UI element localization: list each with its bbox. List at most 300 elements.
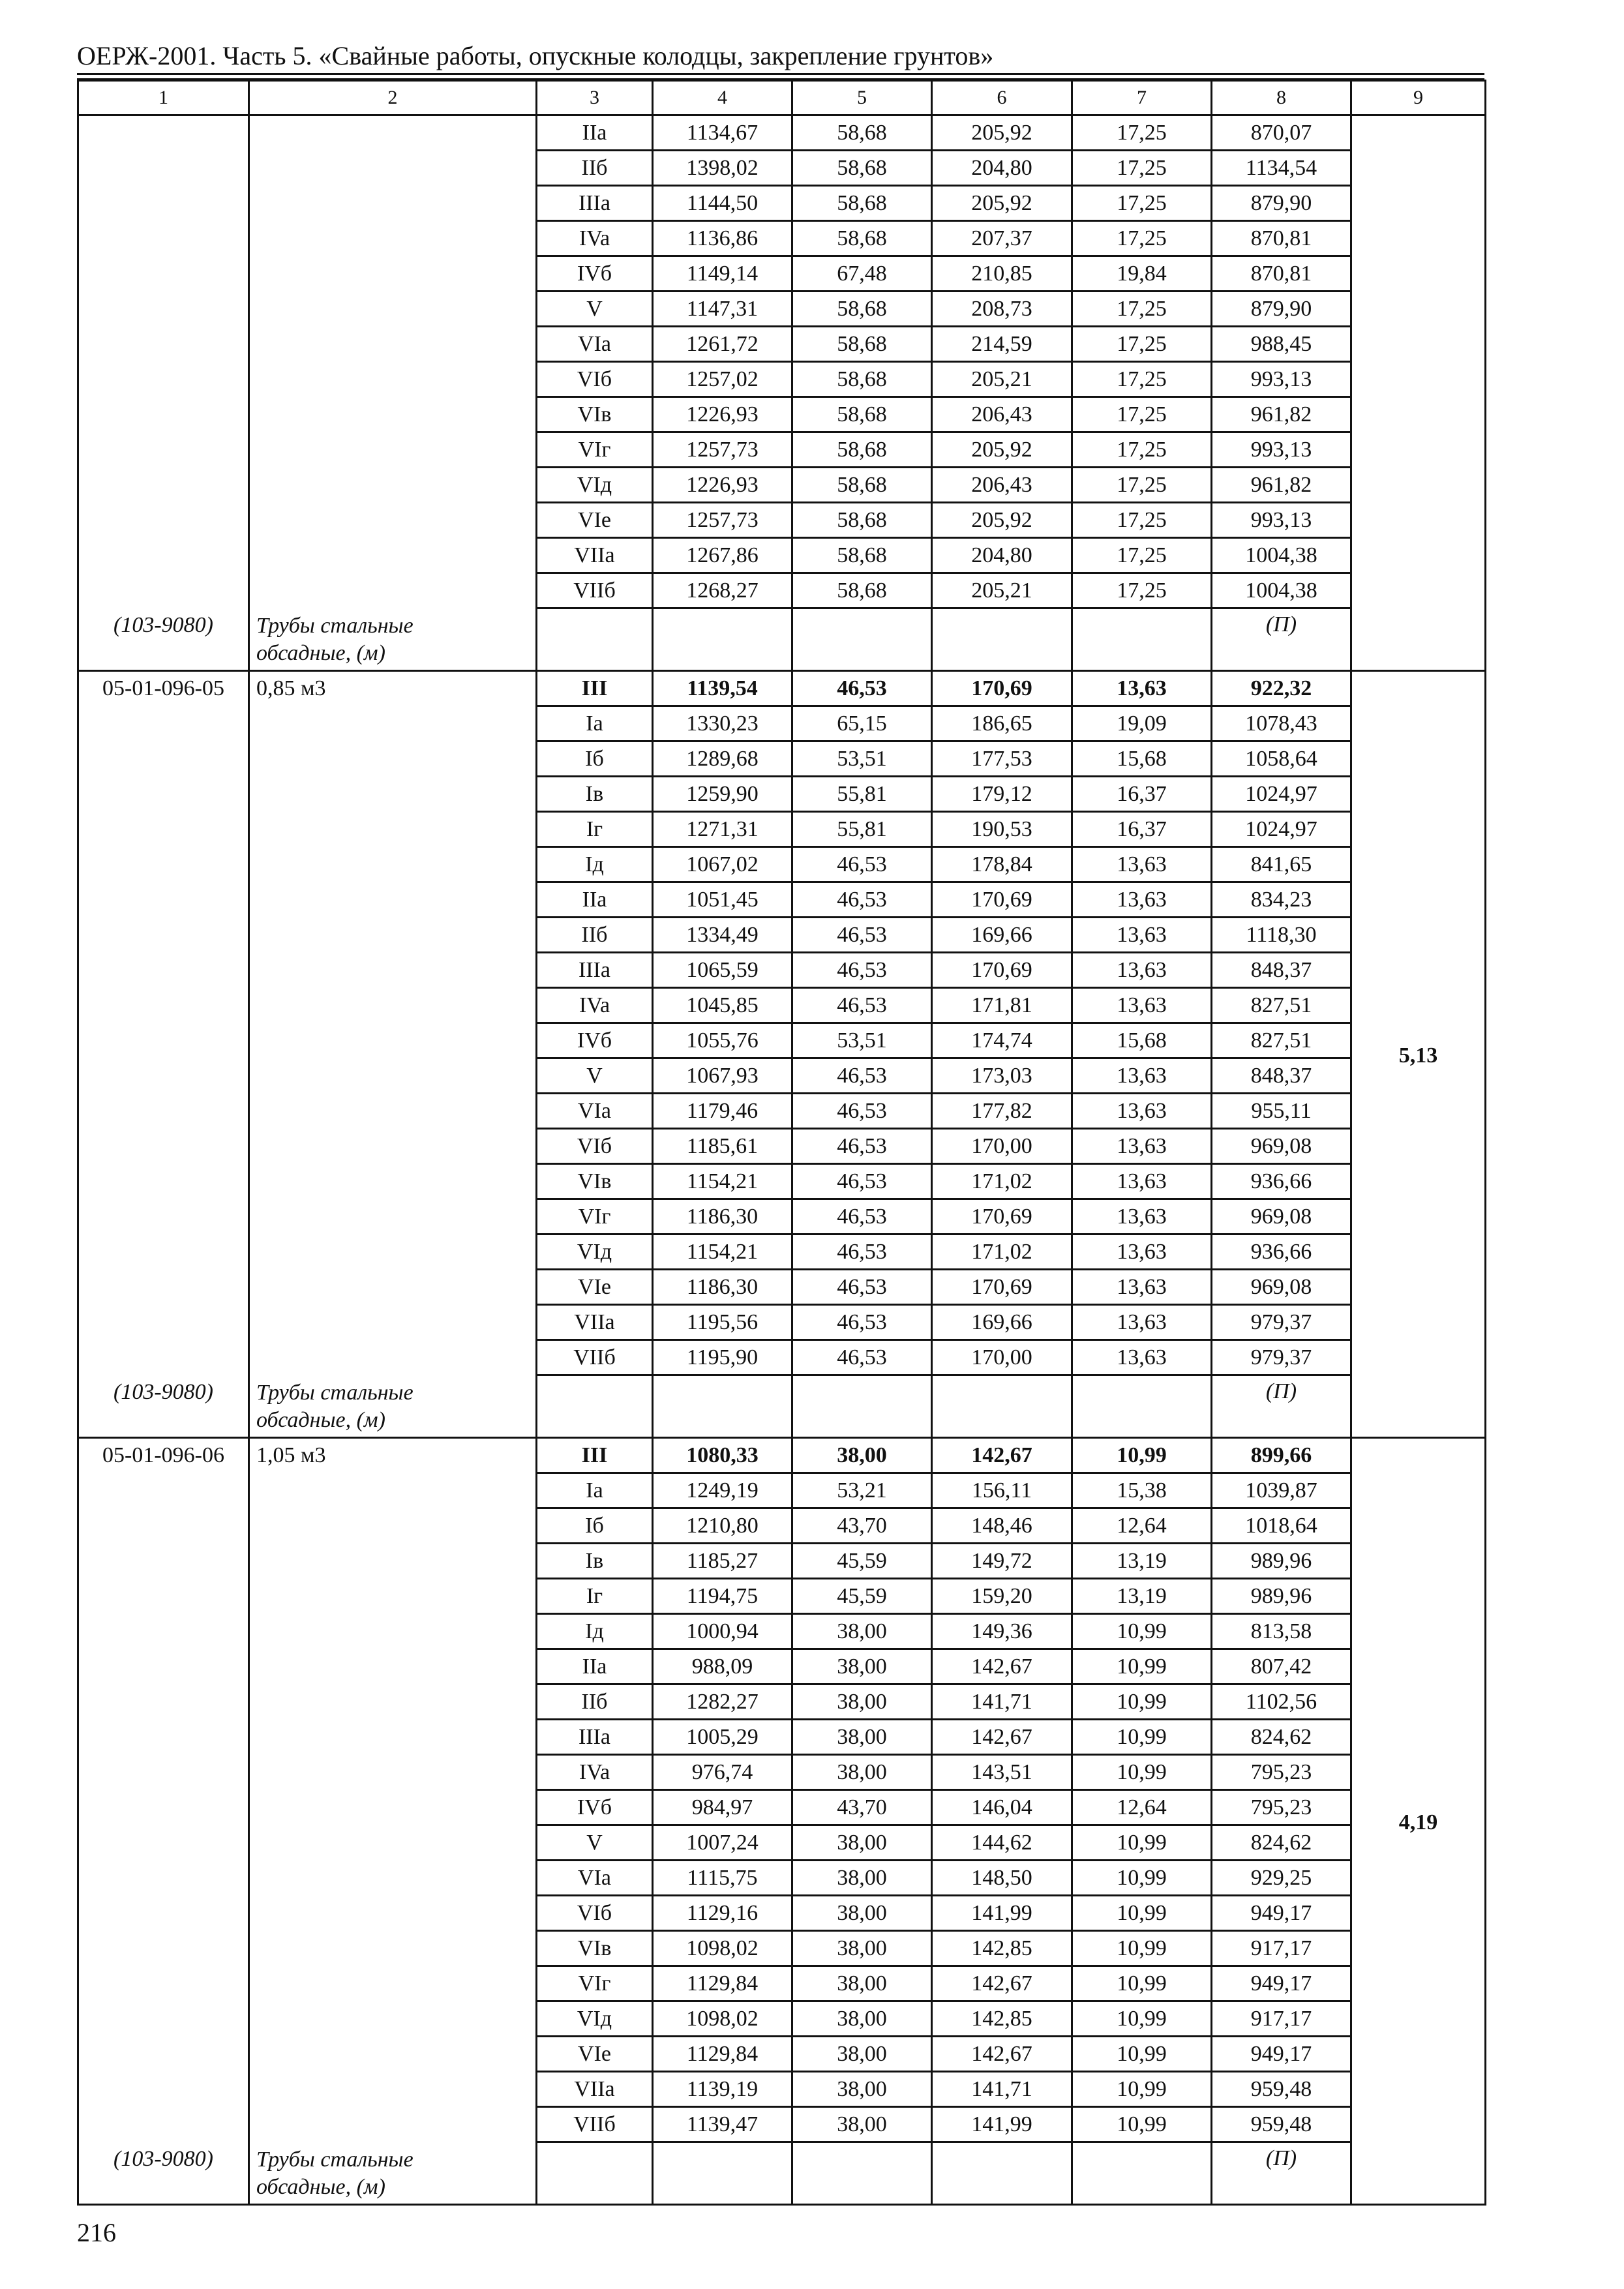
total-cell: 4,19 [1351, 1438, 1486, 2205]
value-cell: 177,82 [932, 1094, 1072, 1129]
value-cell: 171,02 [932, 1234, 1072, 1270]
value-cell: 142,67 [932, 1649, 1072, 1684]
value-cell: 1259,90 [653, 777, 792, 812]
value-cell: 169,66 [932, 918, 1072, 953]
value-cell: 1139,19 [653, 2072, 792, 2107]
value-cell: 827,51 [1212, 988, 1351, 1023]
value-cell: 10,99 [1072, 2072, 1212, 2107]
value-cell: 142,67 [932, 2037, 1072, 2072]
value-cell: 142,67 [932, 1720, 1072, 1755]
value-cell: 1268,27 [653, 573, 792, 608]
value-cell: 205,92 [932, 503, 1072, 538]
rate-code: 05-01-096-05 [102, 676, 224, 700]
value-cell: 13,63 [1072, 1305, 1212, 1340]
value-cell: 142,67 [932, 1438, 1072, 1473]
value-cell: 43,70 [792, 1508, 932, 1544]
value-cell: 10,99 [1072, 1825, 1212, 1861]
value-cell: 959,48 [1212, 2072, 1351, 2107]
value-cell: 1129,84 [653, 1966, 792, 2001]
value-cell: 46,53 [792, 1058, 932, 1094]
value-cell: 1185,27 [653, 1544, 792, 1579]
empty-cell [792, 608, 932, 671]
value-cell: 55,81 [792, 777, 932, 812]
value-cell: 58,68 [792, 186, 932, 221]
value-cell: 10,99 [1072, 1684, 1212, 1720]
value-cell: 979,37 [1212, 1305, 1351, 1340]
value-cell: 949,17 [1212, 1966, 1351, 2001]
value-cell: 10,99 [1072, 1931, 1212, 1966]
value-cell: 17,25 [1072, 221, 1212, 256]
value-cell: 879,90 [1212, 292, 1351, 327]
value-cell: 149,72 [932, 1544, 1072, 1579]
value-cell: IIa [537, 115, 653, 151]
value-cell: 1024,97 [1212, 812, 1351, 847]
value-cell: 210,85 [932, 256, 1072, 292]
value-cell: Ia [537, 1473, 653, 1508]
empty-cell [1072, 2142, 1212, 2205]
value-cell: 1004,38 [1212, 573, 1351, 608]
empty-cell [932, 1375, 1072, 1438]
value-cell: 870,81 [1212, 256, 1351, 292]
value-cell: 1271,31 [653, 812, 792, 847]
value-cell: 46,53 [792, 671, 932, 706]
value-cell: 1282,27 [653, 1684, 792, 1720]
value-cell: 156,11 [932, 1473, 1072, 1508]
value-cell: 19,84 [1072, 256, 1212, 292]
value-cell: 214,59 [932, 327, 1072, 362]
value-cell: 870,81 [1212, 221, 1351, 256]
value-cell: 190,53 [932, 812, 1072, 847]
value-cell: 46,53 [792, 1305, 932, 1340]
column-number-cell: 3 [537, 81, 653, 115]
value-cell: 795,23 [1212, 1790, 1351, 1825]
column-number-cell: 4 [653, 81, 792, 115]
value-cell: 16,37 [1072, 777, 1212, 812]
total-cell: 5,13 [1351, 671, 1486, 1438]
value-cell: 984,97 [653, 1790, 792, 1825]
value-cell: 173,03 [932, 1058, 1072, 1094]
column-number-cell: 2 [249, 81, 537, 115]
value-cell: 1067,93 [653, 1058, 792, 1094]
value-cell: 58,68 [792, 397, 932, 432]
value-cell: IIa [537, 882, 653, 918]
value-cell: 58,68 [792, 573, 932, 608]
material-name: Трубы стальные обсадные, (м) [256, 2147, 414, 2199]
value-cell: 174,74 [932, 1023, 1072, 1058]
value-cell: 46,53 [792, 1234, 932, 1270]
value-cell: 976,74 [653, 1755, 792, 1790]
value-cell: 1185,61 [653, 1129, 792, 1164]
value-cell: 13,19 [1072, 1579, 1212, 1614]
value-cell: 148,46 [932, 1508, 1072, 1544]
empty-cell [653, 1375, 792, 1438]
value-cell: 12,64 [1072, 1790, 1212, 1825]
value-cell: 1186,30 [653, 1199, 792, 1234]
value-cell: 186,65 [932, 706, 1072, 741]
value-cell: IIб [537, 918, 653, 953]
value-cell: 1005,29 [653, 1720, 792, 1755]
value-cell: VIa [537, 327, 653, 362]
value-cell: IVa [537, 988, 653, 1023]
value-cell: 969,08 [1212, 1270, 1351, 1305]
value-cell: 58,68 [792, 221, 932, 256]
value-cell: V [537, 292, 653, 327]
value-cell: VIг [537, 1966, 653, 2001]
value-cell: 15,68 [1072, 1023, 1212, 1058]
value-cell: 179,12 [932, 777, 1072, 812]
value-cell: 1195,56 [653, 1305, 792, 1340]
value-cell: 43,70 [792, 1790, 932, 1825]
value-cell: Iг [537, 1579, 653, 1614]
value-cell: IVa [537, 1755, 653, 1790]
header-rule [77, 73, 1484, 75]
empty-cell [537, 608, 653, 671]
value-cell: 46,53 [792, 1270, 932, 1305]
value-cell: 17,25 [1072, 362, 1212, 397]
value-cell: 13,63 [1072, 918, 1212, 953]
value-cell: 141,99 [932, 2107, 1072, 2142]
column-number-header [78, 81, 1486, 115]
value-cell: 795,23 [1212, 1755, 1351, 1790]
value-cell: 1058,64 [1212, 741, 1351, 777]
value-cell: 38,00 [792, 1966, 932, 2001]
value-cell: 10,99 [1072, 2107, 1212, 2142]
value-cell: 38,00 [792, 1438, 932, 1473]
value-cell: 1098,02 [653, 1931, 792, 1966]
rate-code-cell [78, 671, 249, 1438]
value-cell: 58,68 [792, 503, 932, 538]
value-cell: 1134,54 [1212, 151, 1351, 186]
value-cell: 13,63 [1072, 988, 1212, 1023]
value-cell: 170,00 [932, 1340, 1072, 1375]
rate-code: 05-01-096-06 [102, 1443, 224, 1467]
value-cell: 177,53 [932, 741, 1072, 777]
table-body [78, 115, 1486, 2205]
value-cell: IIб [537, 151, 653, 186]
value-cell: 993,13 [1212, 503, 1351, 538]
value-cell: 38,00 [792, 1861, 932, 1896]
material-name: Трубы стальные обсадные, (м) [256, 1381, 414, 1432]
value-cell: 142,85 [932, 2001, 1072, 2037]
value-cell: 1129,84 [653, 2037, 792, 2072]
value-cell: 848,37 [1212, 953, 1351, 988]
value-cell: 1139,47 [653, 2107, 792, 2142]
value-cell: IVб [537, 256, 653, 292]
empty-cell [653, 608, 792, 671]
value-cell: 1154,21 [653, 1164, 792, 1199]
value-cell: Iд [537, 1614, 653, 1649]
empty-cell [537, 2142, 653, 2205]
column-number-cell: 5 [792, 81, 932, 115]
value-cell: 1261,72 [653, 327, 792, 362]
value-cell: 13,63 [1072, 1058, 1212, 1094]
value-cell: V [537, 1058, 653, 1094]
value-cell: 813,58 [1212, 1614, 1351, 1649]
value-cell: 1144,50 [653, 186, 792, 221]
value-cell: 13,63 [1072, 1164, 1212, 1199]
value-cell: 204,80 [932, 538, 1072, 573]
value-cell: Iв [537, 1544, 653, 1579]
value-cell: 205,21 [932, 362, 1072, 397]
value-cell: 1257,73 [653, 432, 792, 468]
value-cell: 1018,64 [1212, 1508, 1351, 1544]
value-cell: 46,53 [792, 1340, 932, 1375]
value-cell: 993,13 [1212, 362, 1351, 397]
value-cell: VIв [537, 1931, 653, 1966]
value-cell: 1078,43 [1212, 706, 1351, 741]
value-cell: 13,63 [1072, 1094, 1212, 1129]
value-cell: 955,11 [1212, 1094, 1351, 1129]
material-code: (103-9080) [113, 613, 213, 637]
rate-code-cell [78, 1438, 249, 2205]
value-cell: 13,63 [1072, 1340, 1212, 1375]
value-cell: IIIa [537, 953, 653, 988]
rate-volume: 0,85 м3 [256, 676, 326, 700]
value-cell: 989,96 [1212, 1579, 1351, 1614]
value-cell: VIIб [537, 573, 653, 608]
value-cell: 17,25 [1072, 151, 1212, 186]
value-cell: 10,99 [1072, 1966, 1212, 2001]
value-cell: 143,51 [932, 1755, 1072, 1790]
value-cell: 917,17 [1212, 2001, 1351, 2037]
value-cell: 17,25 [1072, 503, 1212, 538]
value-cell: 979,37 [1212, 1340, 1351, 1375]
value-cell: 55,81 [792, 812, 932, 847]
value-cell: 204,80 [932, 151, 1072, 186]
value-cell: VIд [537, 2001, 653, 2037]
value-cell: 936,66 [1212, 1234, 1351, 1270]
value-cell: 1004,38 [1212, 538, 1351, 573]
value-cell: VIe [537, 2037, 653, 2072]
value-cell: 205,92 [932, 432, 1072, 468]
value-cell: 10,99 [1072, 1614, 1212, 1649]
value-cell: 1000,94 [653, 1614, 792, 1649]
value-cell: 1024,97 [1212, 777, 1351, 812]
value-cell: 10,99 [1072, 1861, 1212, 1896]
value-cell: 827,51 [1212, 1023, 1351, 1058]
value-cell: 870,07 [1212, 115, 1351, 151]
value-cell: 1257,02 [653, 362, 792, 397]
value-cell: 1134,67 [653, 115, 792, 151]
empty-cell [1072, 1375, 1212, 1438]
empty-cell [932, 608, 1072, 671]
value-cell: 148,50 [932, 1861, 1072, 1896]
value-cell: Iв [537, 777, 653, 812]
material-code: (103-9080) [113, 1380, 213, 1404]
value-cell: IIб [537, 1684, 653, 1720]
total-cell [1351, 115, 1486, 671]
header-row [78, 81, 1486, 115]
value-cell: 922,32 [1212, 671, 1351, 706]
empty-cell [792, 2142, 932, 2205]
value-cell: VIIa [537, 1305, 653, 1340]
value-cell: 171,02 [932, 1164, 1072, 1199]
rate-name-cell [249, 1438, 537, 2205]
value-cell: 38,00 [792, 2037, 932, 2072]
value-cell: Iб [537, 1508, 653, 1544]
value-cell: 969,08 [1212, 1199, 1351, 1234]
value-cell: 10,99 [1072, 1896, 1212, 1931]
value-cell: 1051,45 [653, 882, 792, 918]
material-name: Трубы стальные обсадные, (м) [256, 614, 414, 665]
value-cell: V [537, 1825, 653, 1861]
column-number-cell: 8 [1212, 81, 1351, 115]
value-cell: 1115,75 [653, 1861, 792, 1896]
value-cell: 1194,75 [653, 1579, 792, 1614]
value-cell: 38,00 [792, 1720, 932, 1755]
value-cell: 146,04 [932, 1790, 1072, 1825]
table-row [78, 1438, 1486, 1473]
value-cell: 208,73 [932, 292, 1072, 327]
value-cell: 38,00 [792, 1931, 932, 1966]
value-cell: 17,25 [1072, 292, 1212, 327]
value-cell: 10,99 [1072, 1649, 1212, 1684]
value-cell: 1139,54 [653, 671, 792, 706]
value-cell: 1129,16 [653, 1896, 792, 1931]
value-cell: 38,00 [792, 2072, 932, 2107]
value-cell: 1226,93 [653, 468, 792, 503]
value-cell: Iд [537, 847, 653, 882]
value-cell: 15,38 [1072, 1473, 1212, 1508]
value-cell: VIг [537, 432, 653, 468]
table-row [78, 115, 1486, 151]
value-cell: 13,19 [1072, 1544, 1212, 1579]
value-cell: 38,00 [792, 1684, 932, 1720]
value-cell: 17,25 [1072, 538, 1212, 573]
value-cell: 46,53 [792, 1164, 932, 1199]
column-number-cell: 1 [78, 81, 249, 115]
value-cell: 1118,30 [1212, 918, 1351, 953]
material-code: (103-9080) [113, 2147, 213, 2171]
value-cell: 46,53 [792, 1129, 932, 1164]
value-cell: 959,48 [1212, 2107, 1351, 2142]
value-cell: 170,69 [932, 1199, 1072, 1234]
value-cell: 19,09 [1072, 706, 1212, 741]
value-cell: VIв [537, 1164, 653, 1199]
value-cell: 58,68 [792, 115, 932, 151]
value-cell: 1080,33 [653, 1438, 792, 1473]
value-cell: Ia [537, 706, 653, 741]
empty-cell [653, 2142, 792, 2205]
value-cell: IVб [537, 1023, 653, 1058]
value-cell: 17,25 [1072, 327, 1212, 362]
rate-code-cell [78, 115, 249, 671]
value-cell: 141,71 [932, 2072, 1072, 2107]
value-cell: 12,64 [1072, 1508, 1212, 1544]
value-cell: 13,63 [1072, 882, 1212, 918]
value-cell: 988,09 [653, 1649, 792, 1684]
value-cell: VIe [537, 1270, 653, 1305]
value-cell: 58,68 [792, 327, 932, 362]
rate-name-cell [249, 115, 537, 671]
value-cell: 53,51 [792, 1023, 932, 1058]
value-cell: 53,51 [792, 741, 932, 777]
value-cell: 10,99 [1072, 1755, 1212, 1790]
value-cell: 142,67 [932, 1966, 1072, 2001]
material-unit-cell: (П) [1212, 2142, 1351, 2205]
value-cell: VIIa [537, 2072, 653, 2107]
value-cell: 46,53 [792, 1094, 932, 1129]
value-cell: 807,42 [1212, 1649, 1351, 1684]
column-number-cell: 7 [1072, 81, 1212, 115]
value-cell: 13,63 [1072, 1199, 1212, 1234]
value-cell: 989,96 [1212, 1544, 1351, 1579]
value-cell: 15,68 [1072, 741, 1212, 777]
value-cell: VIб [537, 1129, 653, 1164]
value-cell: 45,59 [792, 1579, 932, 1614]
value-cell: 1195,90 [653, 1340, 792, 1375]
value-cell: 10,99 [1072, 1438, 1212, 1473]
value-cell: VIб [537, 362, 653, 397]
value-cell: 1257,73 [653, 503, 792, 538]
value-cell: 58,68 [792, 432, 932, 468]
value-cell: 170,00 [932, 1129, 1072, 1164]
value-cell: 38,00 [792, 2001, 932, 2037]
empty-cell [537, 1375, 653, 1438]
value-cell: 16,37 [1072, 812, 1212, 847]
value-cell: 46,53 [792, 988, 932, 1023]
value-cell: 46,53 [792, 847, 932, 882]
value-cell: 38,00 [792, 1825, 932, 1861]
value-cell: 13,63 [1072, 1234, 1212, 1270]
value-cell: 13,63 [1072, 953, 1212, 988]
value-cell: 170,69 [932, 671, 1072, 706]
value-cell: VIa [537, 1861, 653, 1896]
value-cell: 46,53 [792, 882, 932, 918]
value-cell: 169,66 [932, 1305, 1072, 1340]
value-cell: IIIa [537, 1720, 653, 1755]
value-cell: 10,99 [1072, 2037, 1212, 2072]
value-cell: 141,99 [932, 1896, 1072, 1931]
value-cell: 141,71 [932, 1684, 1072, 1720]
value-cell: 949,17 [1212, 2037, 1351, 2072]
rate-volume: 1,05 м3 [256, 1443, 326, 1467]
column-number-cell: 6 [932, 81, 1072, 115]
value-cell: 58,68 [792, 468, 932, 503]
value-cell: 38,00 [792, 1649, 932, 1684]
value-cell: 46,53 [792, 1199, 932, 1234]
value-cell: 936,66 [1212, 1164, 1351, 1199]
value-cell: VIIб [537, 2107, 653, 2142]
value-cell: 206,43 [932, 468, 1072, 503]
value-cell: VIв [537, 397, 653, 432]
value-cell: 38,00 [792, 1896, 932, 1931]
value-cell: 46,53 [792, 953, 932, 988]
value-cell: 206,43 [932, 397, 1072, 432]
column-number-cell: 9 [1351, 81, 1486, 115]
value-cell: 1226,93 [653, 397, 792, 432]
value-cell: VIд [537, 1234, 653, 1270]
value-cell: 834,23 [1212, 882, 1351, 918]
value-cell: IVб [537, 1790, 653, 1825]
value-cell: 1186,30 [653, 1270, 792, 1305]
value-cell: 17,25 [1072, 573, 1212, 608]
value-cell: VIд [537, 468, 653, 503]
value-cell: 1149,14 [653, 256, 792, 292]
value-cell: 149,36 [932, 1614, 1072, 1649]
value-cell: 1007,24 [653, 1825, 792, 1861]
value-cell: 58,68 [792, 292, 932, 327]
value-cell: 10,99 [1072, 1720, 1212, 1755]
value-cell: 205,92 [932, 115, 1072, 151]
value-cell: 1102,56 [1212, 1684, 1351, 1720]
value-cell: 53,21 [792, 1473, 932, 1508]
material-unit-cell: (П) [1212, 1375, 1351, 1438]
value-cell: 38,00 [792, 1755, 932, 1790]
value-cell: 67,48 [792, 256, 932, 292]
value-cell: 1210,80 [653, 1508, 792, 1544]
value-cell: 969,08 [1212, 1129, 1351, 1164]
